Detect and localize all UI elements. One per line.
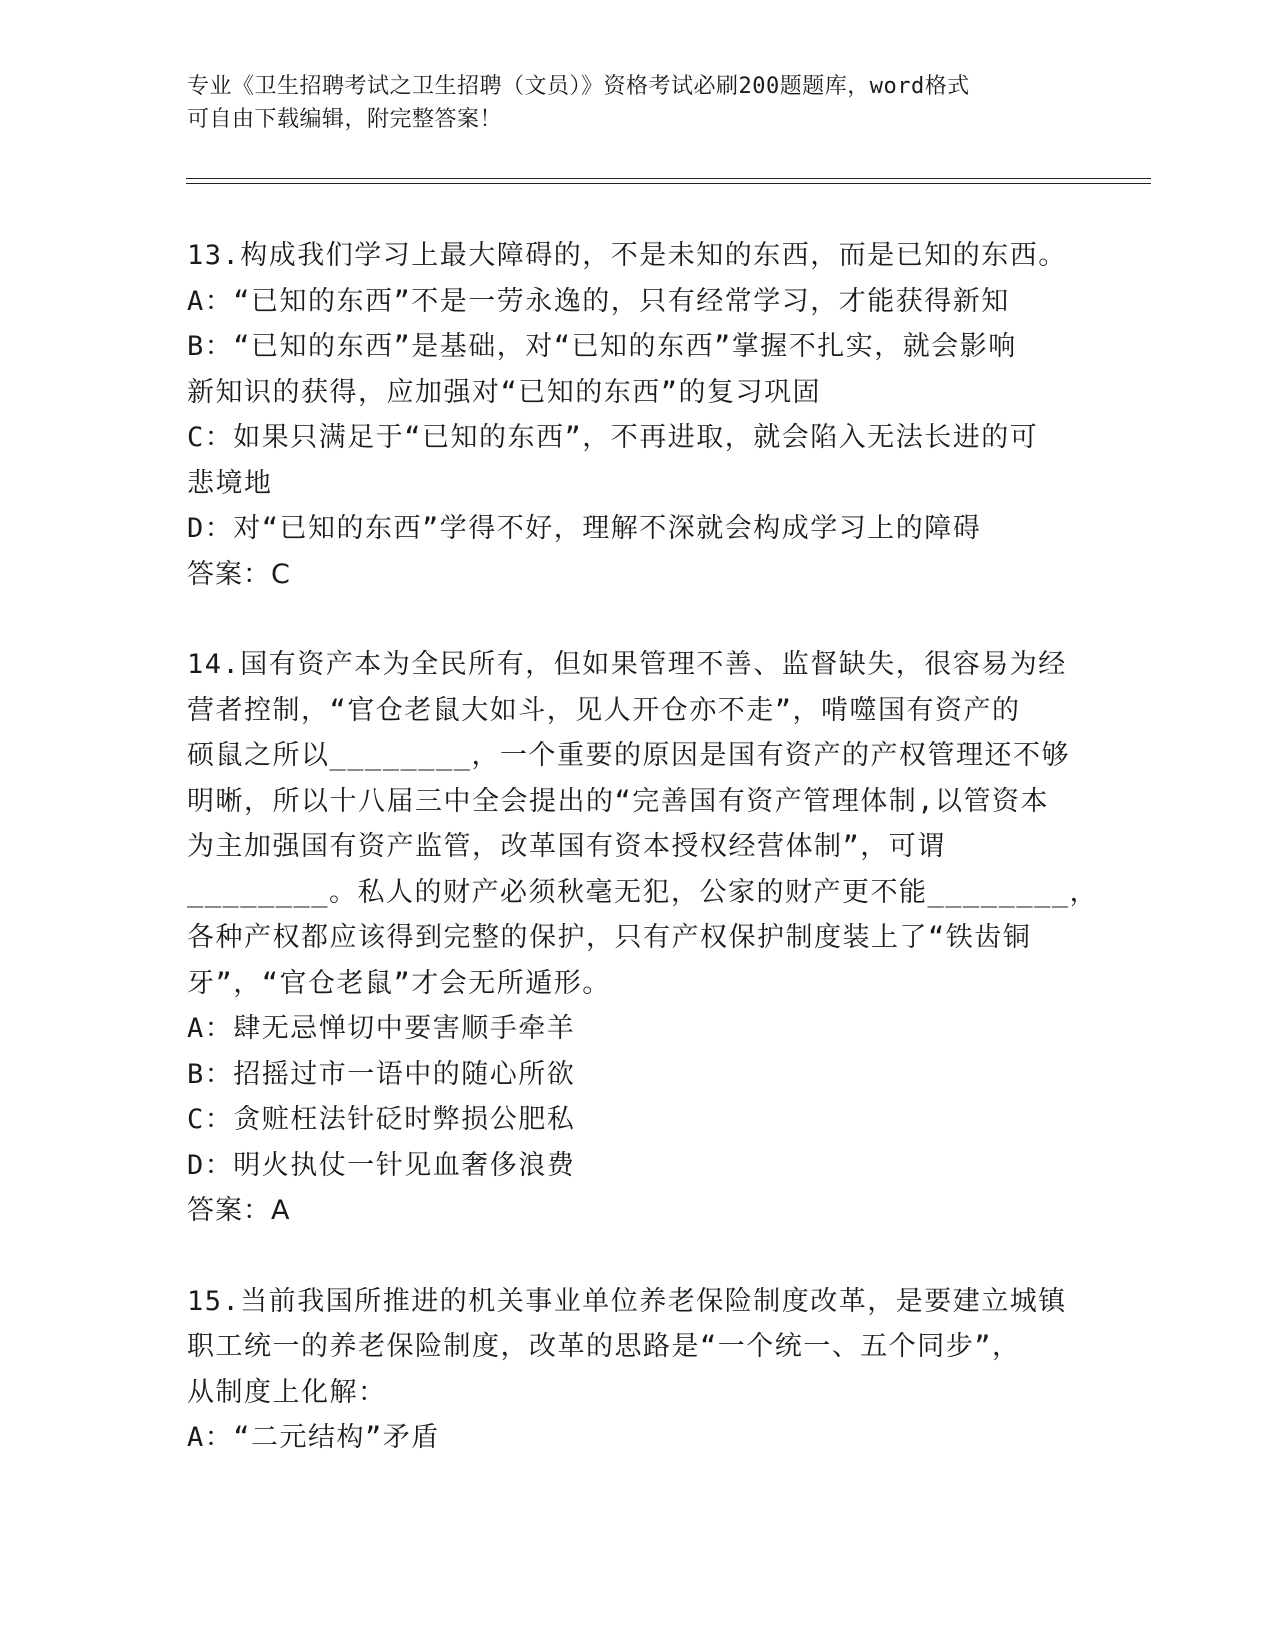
option-line: D：对“已知的东西”学得不好，理解不深就会构成学习上的障碍: [187, 513, 982, 544]
question-block: [187, 642, 1099, 1234]
document-header: [187, 70, 1067, 136]
question-line: ________。私人的财产必须秋毫无犯，公家的财产更不能________，: [187, 876, 1099, 908]
question-line: 营者控制，“官仓老鼠大如斗，见人开仓亦不走”，啃噬国有资产的: [187, 694, 1021, 726]
option-line: 悲境地: [187, 467, 273, 499]
header-divider: [186, 178, 1151, 179]
question-line: 从制度上化解：: [187, 1376, 387, 1408]
answer-line: 答案：A: [187, 1195, 291, 1226]
option-line: B：“已知的东西”是基础，对“已知的东西”掌握不扎实，就会影响: [187, 331, 1017, 362]
option-line: A：肆无忌惮切中要害顺手牵羊: [187, 1013, 576, 1044]
header-divider: [186, 183, 1151, 184]
option-line: A：“二元结构”矛盾: [187, 1422, 440, 1453]
option-line: D：明火执仗一针见血奢侈浪费: [187, 1149, 576, 1181]
option-line: C：如果只满足于“已知的东西”，不再进取，就会陷入无法长进的可: [187, 422, 1039, 453]
question-line: 职工统一的养老保险制度，改革的思路是“一个统一、五个同步”，: [187, 1331, 1021, 1362]
answer-line: 答案：C: [187, 558, 291, 590]
question-line: 15.当前我国所推进的机关事业单位养老保险制度改革，是要建立城镇: [187, 1285, 1067, 1317]
question-line: 各种产权都应该得到完整的保护，只有产权保护制度装上了“铁齿铜: [187, 922, 1032, 953]
question-line: 硕鼠之所以________，一个重要的原因是国有资产的产权管理还不够: [187, 740, 1071, 771]
option-line: C：贪赃枉法针砭时弊损公肥私: [187, 1104, 576, 1135]
question-line: 为主加强国有资产监管，改革国有资本授权经营体制”，可谓: [187, 831, 946, 862]
header-line: 专业《卫生招聘考试之卫生招聘（文员）》资格考试必刷200题题库，word格式: [187, 74, 970, 99]
question-block: [187, 1279, 1087, 1461]
option-line: A：“已知的东西”不是一劳永逸的，只有经常学习，才能获得新知: [187, 285, 1010, 317]
option-line: 新知识的获得，应加强对“已知的东西”的复习巩固: [187, 376, 822, 408]
question-line: 14.国有资产本为全民所有，但如果管理不善、监督缺失，很容易为经: [187, 649, 1067, 680]
question-block: [187, 233, 1087, 597]
header-line: 可自由下载编辑，附完整答案！: [187, 107, 503, 132]
question-line: 明晰，所以十八届三中全会提出的“完善国有资产管理体制,以管资本: [187, 785, 1050, 817]
question-list: [187, 233, 1099, 1461]
question-line: 13.构成我们学习上最大障碍的，不是未知的东西，而是已知的东西。: [187, 240, 1067, 271]
question-line: 牙”，“官仓老鼠”才会无所遁形。: [187, 967, 611, 999]
option-line: B：招摇过市一语中的随心所欲: [187, 1058, 576, 1090]
